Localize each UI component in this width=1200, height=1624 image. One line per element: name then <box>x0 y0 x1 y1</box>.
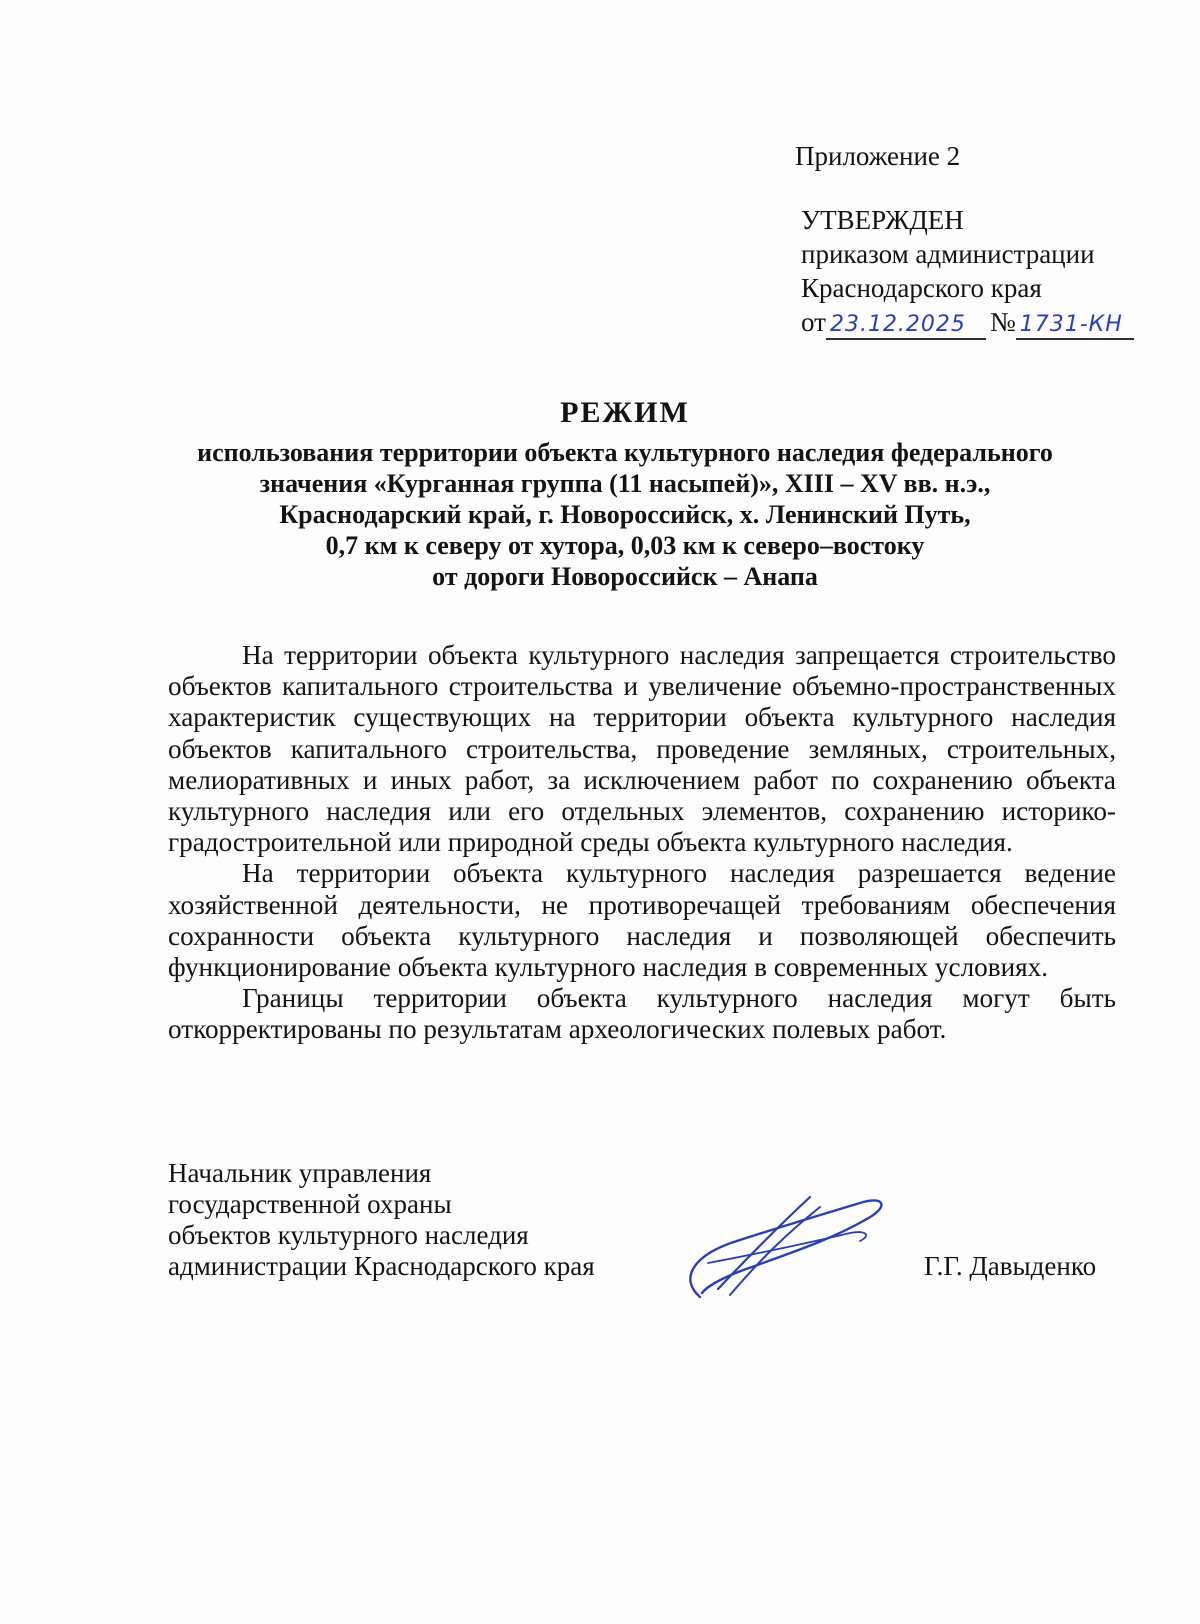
subtitle-line: значения «Курганная группа (11 насыпей)», XIII – XV вв. н.э., <box>259 469 991 498</box>
document-heading <box>140 395 1110 592</box>
body-text <box>168 640 1116 1046</box>
approval-heading: УТВЕРЖДЕН <box>801 205 964 235</box>
handwritten-number: 1731-КН <box>1016 312 1134 340</box>
approval-date-number-row <box>801 305 1171 340</box>
number-prefix: № <box>989 307 1016 337</box>
handwritten-signature <box>660 1185 900 1305</box>
handwritten-date: 23.12.2025 <box>826 312 986 340</box>
approval-stamp <box>801 203 1171 340</box>
subtitle-line: 0,7 км к северу от хутора, 0,03 км к северо–востоку <box>325 531 925 560</box>
position-line: объектов культурного наследия <box>168 1220 529 1250</box>
subtitle-line: от дороги Новороссийск – Анапа <box>432 562 818 591</box>
position-line: администрации Краснодарского края <box>168 1251 595 1281</box>
date-prefix: от <box>801 307 826 337</box>
subtitle-line: использования территории объекта культурного наследия федерального <box>197 438 1053 467</box>
paragraph-permission: На территории объекта культурного наследия разрешается ведение хозяйственной деятельности, не противоречащей требованиям обеспечения сохранности объекта культурного наследия и позволяющей обеспечить функционирование объекта культурного наследия в современных условиях. <box>168 858 1116 983</box>
paragraph-prohibition: На территории объекта культурного наследия запрещается строительство объектов капитального строительства и увеличение объемно-пространственных характеристик существующих на территории объекта культурного наследия объектов капитального строительства, проведение земляных, строительных, мелиоративных и иных работ, за исключением работ по сохранению объекта культурного наследия или его отдельных элементов, сохранению историко-градостроительной или природной среды объекта культурного наследия. <box>168 640 1116 858</box>
position-line: Начальник управления <box>168 1158 432 1188</box>
appendix-label: Приложение 2 <box>795 141 961 171</box>
document-title: РЕЖИМ <box>560 396 690 429</box>
signatory-position <box>168 1158 595 1282</box>
subtitle-line: Краснодарский край, г. Новороссийск, х. Ленинский Путь, <box>279 500 971 529</box>
approval-line-2: Краснодарского края <box>801 273 1042 303</box>
position-line: государственной охраны <box>168 1189 452 1219</box>
approval-line-1: приказом администрации <box>801 239 1095 269</box>
paragraph-boundaries: Границы территории объекта культурного наследия могут быть откорректированы по результатам археологических полевых работ. <box>168 983 1116 1045</box>
signatory-name: Г.Г. Давыденко <box>924 1251 1097 1281</box>
